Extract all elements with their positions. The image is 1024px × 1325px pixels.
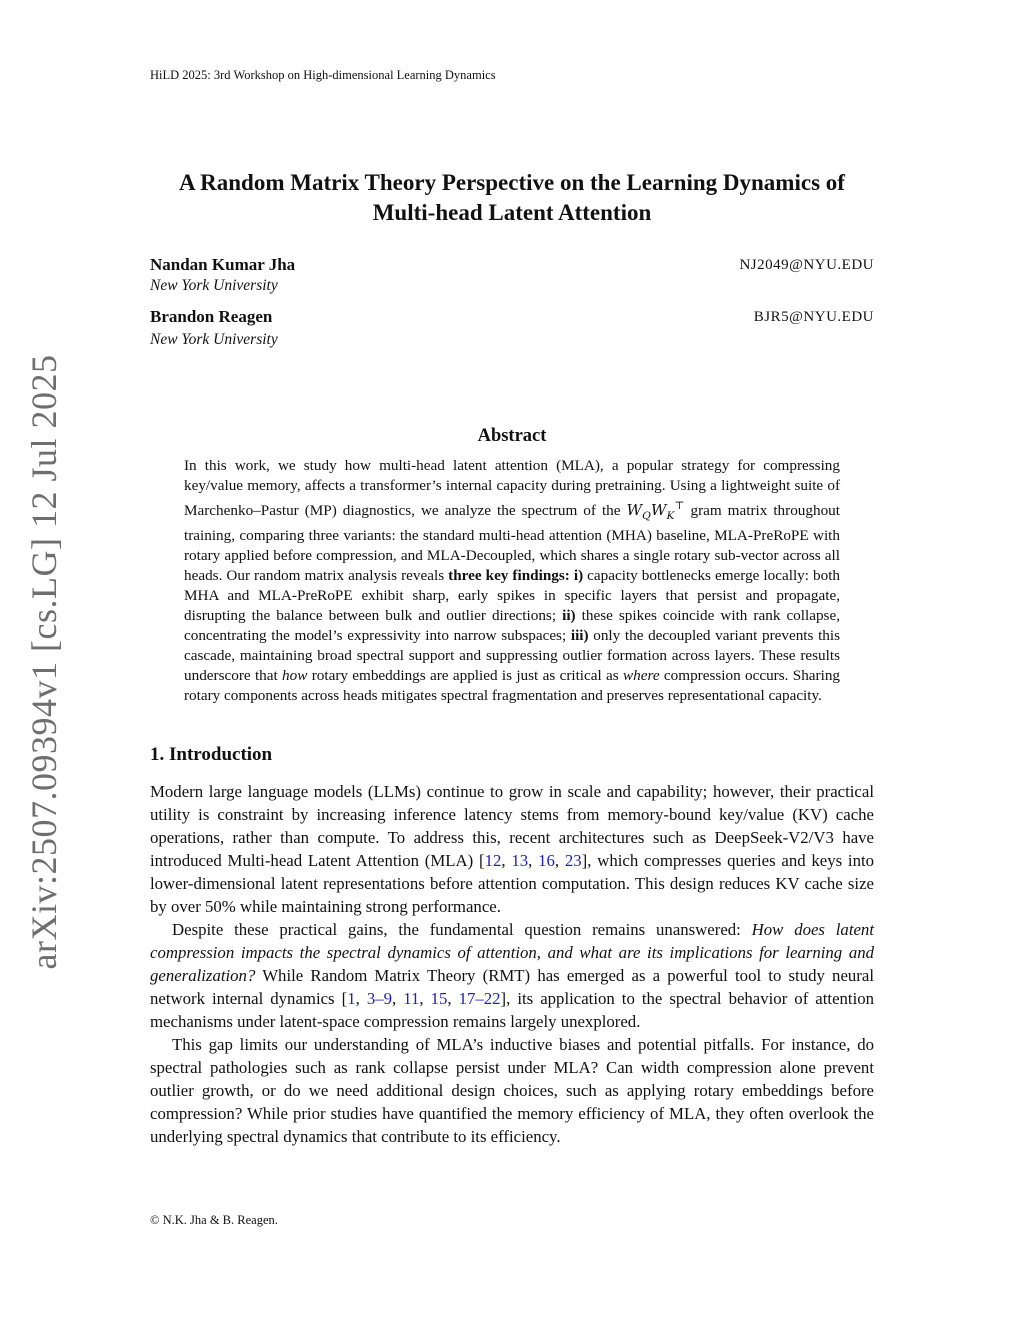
citation-link[interactable]: 11 <box>403 989 420 1008</box>
venue-header: HiLD 2025: 3rd Workshop on High-dimensional Learning Dynamics <box>150 68 496 82</box>
section-heading: 1. Introduction <box>150 744 273 765</box>
author-email[interactable]: NJ2049@NYU.EDU <box>739 257 874 273</box>
abstract-body: In this work, we study how multi-head latent attention (MLA), a popular strategy for compressing key/value memory, affects a transformer’s internal capacity during pretraining. Using a lightweight suite of Marchenko–Pastur (MP) diagnostics, we analyze the spectrum of the $W_QW_K^⊤$ gram matrix throughout training, comparing three variants: the standard multi-head attention (MHA) baseline, MLA-PreRoPE with rotary applied before compression, and MLA-Decoupled, which shares a single rotary sub-vector across all heads. Our random matrix analysis reveals three key findings: i) capacity bottlenecks emerge locally: both MHA and MLA-PreRoPE exhibit sharp, early spikes in specific layers that persist and propagate, disrupting the balance between bulk and outlier directions; ii) these spikes coincide with rank collapse, concentrating the model’s expressivity into narrow subspaces; iii) only the decoupled variant prevents this cascade, maintaining broad spectral support and suppressing outlier formation across layers. These results underscore that how rotary embeddings are applied is just as critical as where compression occurs. Sharing rotary components across heads mitigates spectral fragmentation and preserves representational capacity. <box>184 457 841 705</box>
paragraph: Modern large language models (LLMs) continue to grow in scale and capability; however, their practical utility is constraint by increasing inference latency stems from memory-bound key/value (KV) cache operations, rather than compute. To address this, recent architectures such as DeepSeek-V2/V3 have introduced Multi-head Latent Attention (MLA) [12, 13, 16, 23], which compresses queries and keys into lower-dimensional latent representations before attention computation. This design reduces KV cache size by over 50% while maintaining strong performance. <box>150 782 875 916</box>
paragraph: Despite these practical gains, the fundamental question remains unanswered: How does latent compression impacts the spectral dynamics of attention, and what are its implications for learning and generalization? While Random Matrix Theory (RMT) has emerged as a powerful tool to study neural network internal dynamics [1, 3–9, 11, 15, 17–22], its application to the spectral behavior of attention mechanisms under latent-space compression remains largely unexplored. <box>150 920 875 1031</box>
wq-wk-formula: $W_QW_K^⊤$ <box>626 499 685 523</box>
author-affiliation: New York University <box>150 331 278 348</box>
author-name: Nandan Kumar Jha <box>150 255 296 274</box>
citation-link[interactable]: 1 <box>347 989 356 1008</box>
arxiv-stamp: arXiv:2507.09394v1 [cs.LG] 12 Jul 2025 <box>24 354 64 970</box>
citation-link[interactable]: 16 <box>538 851 555 870</box>
author-affiliation: New York University <box>150 277 278 294</box>
abstract-heading: Abstract <box>477 426 547 446</box>
introduction-body <box>150 780 874 1148</box>
author-email[interactable]: BJR5@NYU.EDU <box>753 309 874 325</box>
paper-title: A Random Matrix Theory Perspective on the Learning Dynamics of Multi-head Latent Attention <box>179 170 845 225</box>
copyright-footer: © N.K. Jha & B. Reagen. <box>150 1213 278 1227</box>
citation-link[interactable]: 12 <box>484 851 502 870</box>
citation-link[interactable]: 3–9 <box>366 989 392 1008</box>
author-name: Brandon Reagen <box>150 307 273 326</box>
citation-link[interactable]: 23 <box>564 851 582 870</box>
citation-link[interactable]: 13 <box>511 851 529 870</box>
citation-link[interactable]: 15 <box>430 989 448 1008</box>
paragraph: This gap limits our understanding of MLA’s inductive biases and potential pitfalls. For instance, do spectral pathologies such as rank collapse persist under MLA? Can width compression alone prevent outlier growth, or do we need additional design choices, such as applying rotary embeddings before compression? While prior studies have quantified the memory efficiency of MLA, they often overlook the underlying spectral dynamics that contribute to its efficiency. <box>150 1035 874 1146</box>
citation-link[interactable]: 17–22 <box>458 989 501 1008</box>
